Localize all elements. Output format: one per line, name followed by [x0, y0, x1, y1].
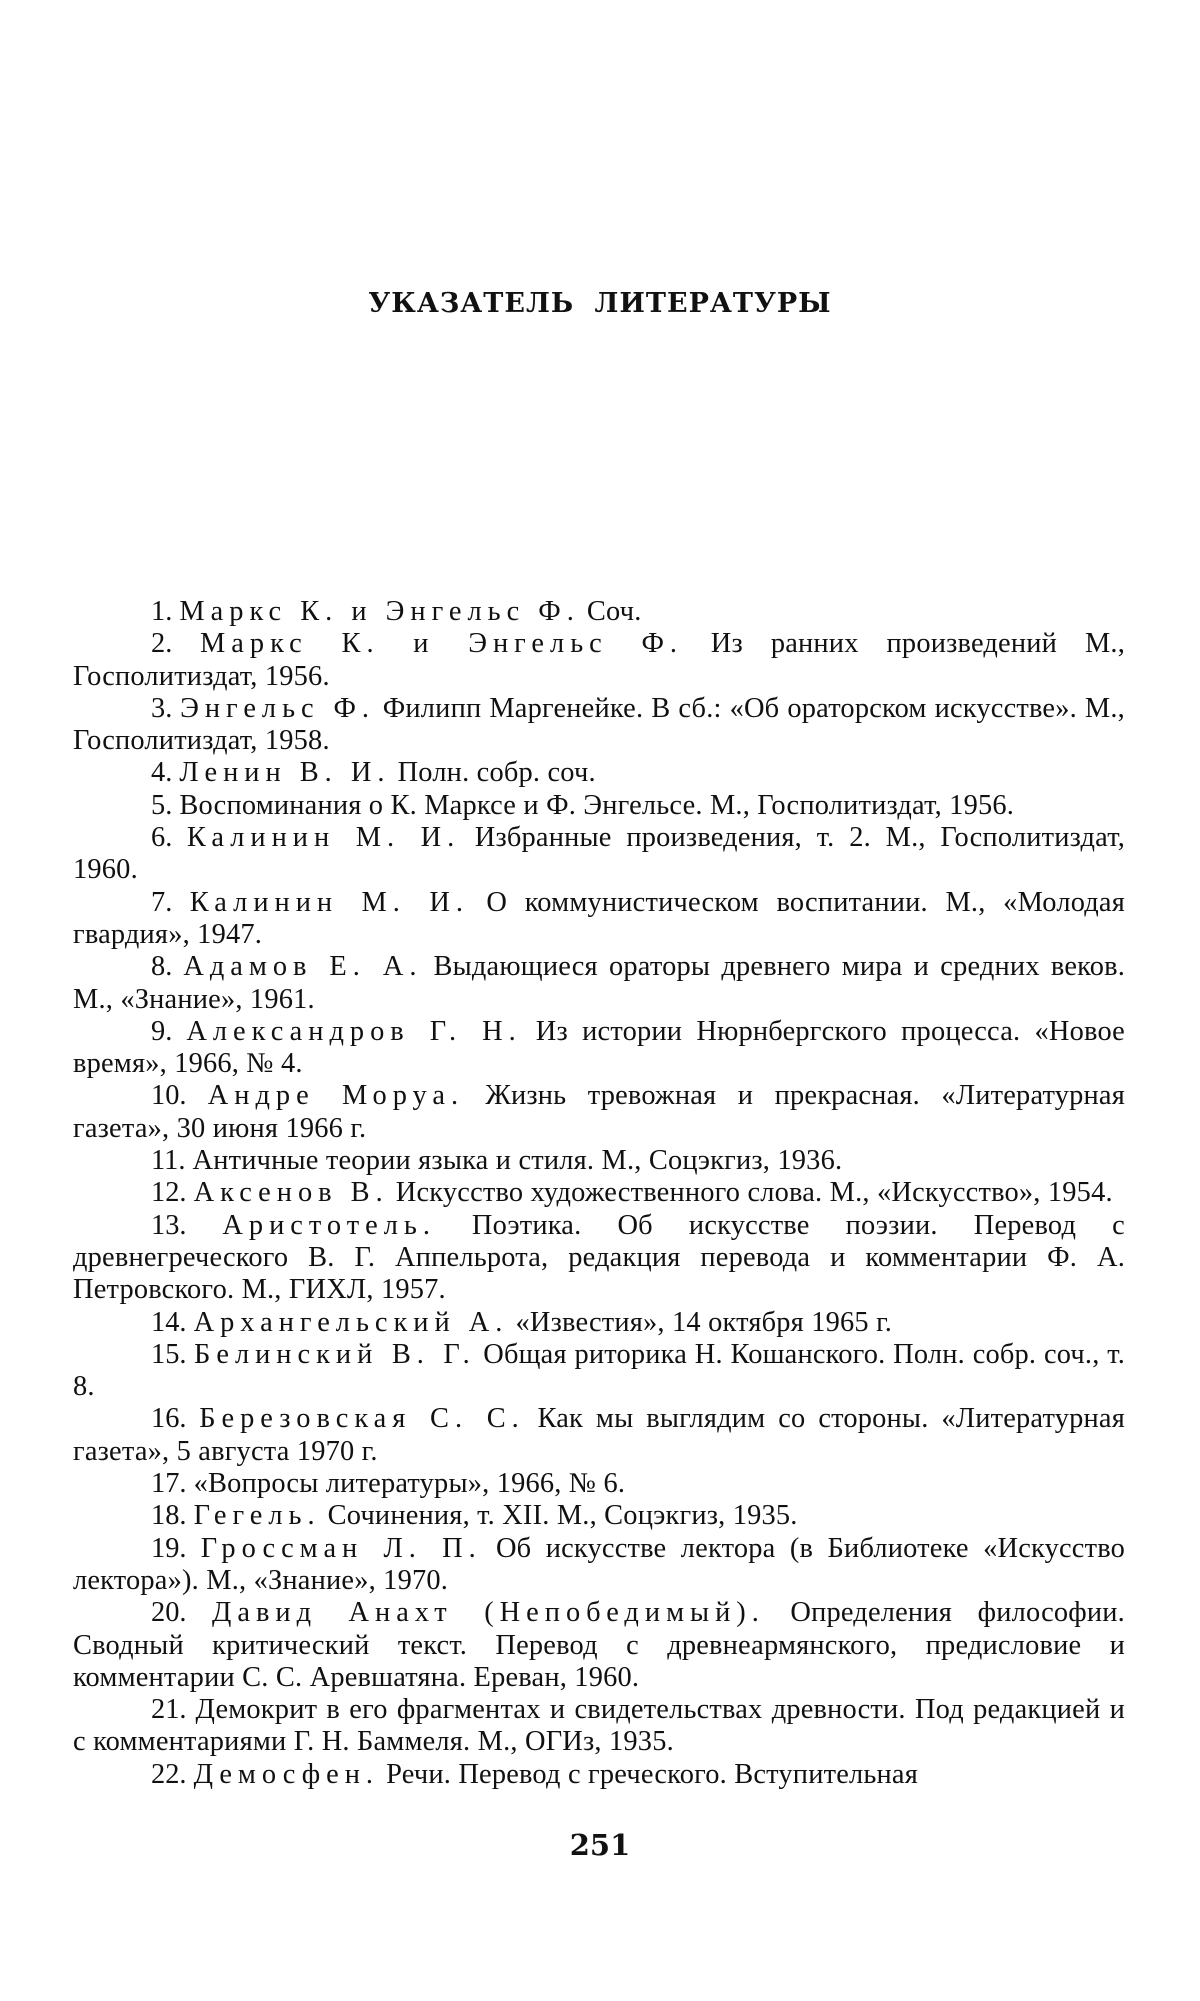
reference-author: Давид Анахт (Непобедимый). — [212, 1597, 765, 1629]
reference-text: Искусство художественного слова. М., «Искусство», 1954. — [395, 1177, 1113, 1209]
reference-text: Жизнь тревожная и прекрасная. «Литературная газета», 30 июня 1966 г. — [73, 1080, 1125, 1144]
reference-item — [73, 1403, 1125, 1468]
reference-text: Филипп Маргенейке. В сб.: «Об ораторском искусстве». М., Госполитиздат, 1958. — [73, 692, 1125, 757]
reference-number: 1. — [151, 596, 173, 627]
reference-text: Из ранних произведений М., Госполитиздат, 1956. — [73, 628, 1125, 692]
reference-number: 3. — [151, 692, 173, 724]
reference-number: 9. — [151, 1015, 173, 1047]
reference-item — [73, 1468, 1125, 1500]
reference-author: Андре Моруа. — [207, 1080, 465, 1112]
reference-author: Аксенов В. — [193, 1177, 389, 1209]
reference-text: Избранные произведения, т. 2. М., Госполитиздат, 1960. — [73, 822, 1125, 886]
reference-number: 5. — [151, 789, 173, 821]
reference-item — [73, 1016, 1125, 1081]
reference-item — [73, 1177, 1125, 1209]
page-title: УКАЗАТЕЛЬ ЛИТЕРАТУРЫ — [368, 288, 832, 319]
reference-author: Калинин М. И. — [189, 886, 469, 918]
reference-author: Аристотель. — [222, 1209, 436, 1241]
reference-author: Адамов Е. А. — [183, 951, 423, 983]
reference-author: Калинин М. И. — [186, 822, 461, 854]
reference-text: Античные теории языка и стиля. М., Соцэкгиз, 1936. — [192, 1145, 843, 1177]
reference-number: 13. — [151, 1209, 187, 1241]
reference-author: Демосфен. — [193, 1758, 380, 1790]
page-number: 251 — [569, 1828, 631, 1862]
reference-text: Речи. Перевод с греческого. Вступительная — [386, 1758, 918, 1790]
reference-number: 20. — [151, 1597, 187, 1629]
reference-text: Общая риторика Н. Кошанского. Полн. собр. соч., т. 8. — [73, 1338, 1125, 1403]
reference-number: 15. — [151, 1338, 187, 1370]
reference-number: 10. — [151, 1080, 187, 1112]
reference-number: 19. — [151, 1532, 187, 1564]
reference-item — [73, 693, 1125, 758]
reference-number: 4. — [151, 757, 173, 789]
reference-number: 17. — [151, 1468, 187, 1500]
reference-item — [73, 596, 1125, 628]
reference-number: 21. — [151, 1694, 187, 1726]
reference-number: 7. — [151, 886, 173, 918]
reference-item — [73, 1307, 1125, 1339]
reference-item — [73, 1694, 1125, 1759]
reference-text: Соч. — [586, 596, 642, 627]
reference-author: Энгельс Ф. — [180, 692, 375, 724]
reference-author: Березовская С. С. — [199, 1403, 525, 1435]
reference-author: Гроссман Л. П. — [200, 1532, 482, 1564]
reference-author: Маркс К. и Энгельс Ф. — [179, 596, 580, 627]
reference-text: Полн. собр. соч. — [397, 757, 596, 789]
reference-item — [73, 757, 1125, 789]
reference-number: 11. — [151, 1145, 186, 1177]
reference-item — [73, 887, 1125, 952]
reference-text: Сочинения, т. XII. М., Соцэкгиз, 1935. — [327, 1500, 798, 1532]
reference-text: Выдающиеся ораторы древнего мира и средних веков. М., «Знание», 1961. — [73, 951, 1126, 1015]
reference-item — [73, 1759, 1125, 1791]
reference-item — [73, 628, 1125, 693]
reference-text: Демокрит в его фрагментах и свидетельствах древности. Под редакцией и с комментариями Г. Н. Баммеля. М., ОГИз, 1935. — [73, 1694, 1125, 1758]
reference-list — [73, 596, 1125, 1791]
reference-number: 16. — [151, 1403, 187, 1435]
reference-author: Ленин В. И. — [179, 757, 391, 789]
reference-number: 6. — [151, 822, 173, 854]
reference-number: 22. — [151, 1758, 187, 1790]
reference-item — [73, 1500, 1125, 1532]
reference-item — [73, 1210, 1125, 1307]
reference-item — [73, 1339, 1125, 1404]
reference-author: Гегель. — [193, 1500, 321, 1532]
reference-text: О коммунистическом воспитании. М., «Молодая гвардия», 1947. — [73, 886, 1125, 950]
reference-text: Как мы выглядим со стороны. «Литературная газета», 5 августа 1970 г. — [73, 1403, 1125, 1467]
reference-text: «Вопросы литературы», 1966, № 6. — [193, 1468, 626, 1500]
reference-text: Из истории Нюрнбергского процесса. «Новое время», 1966, № 4. — [73, 1015, 1125, 1080]
reference-item — [73, 1533, 1125, 1598]
reference-text: «Известия», 14 октября 1965 г. — [515, 1306, 893, 1338]
reference-author: Архангельский А. — [193, 1306, 509, 1338]
reference-author: Александров Г. Н. — [186, 1015, 522, 1047]
reference-item — [73, 822, 1125, 887]
reference-item — [73, 951, 1125, 1016]
reference-text: Об искусстве лектора (в Библиотеке «Искусство лектора»). М., «Знание», 1970. — [73, 1532, 1125, 1596]
reference-text: Определения философии. Сводный критический текст. Перевод с древнеармянского, предисловие и комментарии С. С. Аревшатяна. Ереван, 1960. — [73, 1597, 1125, 1693]
reference-number: 18. — [151, 1500, 187, 1532]
reference-text: Поэтика. Об искусстве поэзии. Перевод с древнегреческого В. Г. Аппельрота, редакция перевода и комментарии Ф. А. Петровского. М., ГИХЛ, 1957. — [73, 1209, 1125, 1306]
reference-item — [73, 1145, 1125, 1177]
reference-number: 12. — [151, 1177, 187, 1209]
reference-number: 8. — [151, 951, 173, 983]
reference-author: Маркс К. и Энгельс Ф. — [200, 628, 684, 660]
reference-item — [73, 1597, 1125, 1694]
reference-number: 2. — [151, 628, 173, 660]
reference-item — [73, 1080, 1125, 1145]
reference-text: Воспоминания о К. Марксе и Ф. Энгельсе. М., Госполитиздат, 1956. — [179, 789, 1015, 821]
reference-item — [73, 790, 1125, 822]
reference-number: 14. — [151, 1306, 187, 1338]
reference-author: Белинский В. Г. — [194, 1338, 476, 1370]
